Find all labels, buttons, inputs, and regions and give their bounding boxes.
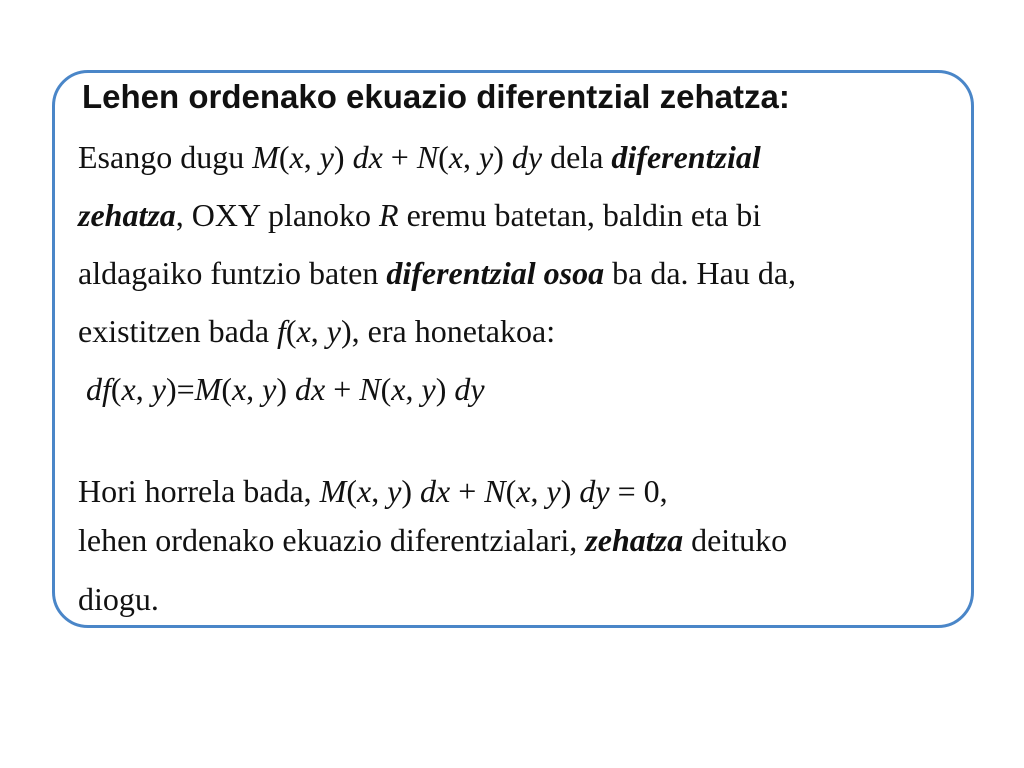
text: , xyxy=(135,371,152,407)
math-x: x xyxy=(391,371,406,407)
math-dx: dx xyxy=(420,473,451,509)
formula-line xyxy=(86,373,485,405)
text: + xyxy=(325,371,360,407)
math-N: N xyxy=(359,371,381,407)
text: , xyxy=(371,473,388,509)
text: ) xyxy=(276,371,296,407)
text-line-1 xyxy=(78,141,761,173)
text: deituko xyxy=(683,522,788,558)
text: = 0, xyxy=(609,473,668,509)
math-M: M xyxy=(319,473,347,509)
math-dx: dx xyxy=(295,371,326,407)
text-line-2 xyxy=(78,199,761,231)
text: + xyxy=(450,473,485,509)
math-x: x xyxy=(121,371,136,407)
text: ( xyxy=(438,139,449,175)
math-y: y xyxy=(421,371,436,407)
emphasis-term: zehatza xyxy=(585,522,684,558)
math-dy: dy xyxy=(579,473,610,509)
text-line-8 xyxy=(78,583,159,615)
text: ba da. Hau da, xyxy=(604,255,797,291)
math-M: M xyxy=(252,139,279,175)
text: ( xyxy=(221,371,232,407)
text: ) xyxy=(435,371,455,407)
text: diogu. xyxy=(78,581,159,617)
text: , xyxy=(530,473,547,509)
emphasis-term: diferentzial osoa xyxy=(386,255,605,291)
text: )= xyxy=(165,371,195,407)
text: ( xyxy=(505,473,517,509)
text: lehen ordenako ekuazio diferentzialari, xyxy=(78,522,586,558)
text: , OXY planoko xyxy=(175,197,380,233)
text: ( xyxy=(278,139,290,175)
math-dy: dy xyxy=(511,139,543,175)
text: ( xyxy=(110,371,122,407)
math-y: y xyxy=(546,473,561,509)
math-df: df xyxy=(86,371,111,407)
math-dy: dy xyxy=(454,371,485,407)
text: Esango dugu xyxy=(78,139,253,175)
math-y: y xyxy=(479,139,494,175)
math-x: x xyxy=(296,313,311,349)
math-y: y xyxy=(151,371,166,407)
text-line-7 xyxy=(78,524,787,556)
math-f: f xyxy=(277,313,286,349)
text: ( xyxy=(380,371,392,407)
math-R: R xyxy=(379,197,399,233)
math-x: x xyxy=(516,473,531,509)
math-x: x xyxy=(356,473,372,509)
slide-heading: Lehen ordenako ekuazio diferentzial zehatza: xyxy=(82,78,790,115)
math-y: y xyxy=(319,139,334,175)
text-line-6 xyxy=(78,475,668,507)
math-y: y xyxy=(326,313,341,349)
text: ) xyxy=(560,473,580,509)
text: ) xyxy=(401,473,421,509)
text: existitzen bada xyxy=(78,313,278,349)
text-line-3 xyxy=(78,257,796,289)
math-x: x xyxy=(448,139,464,175)
math-y: y xyxy=(262,371,277,407)
text: ) xyxy=(333,139,353,175)
text: , xyxy=(246,371,263,407)
text-line-4 xyxy=(78,315,555,347)
math-N: N xyxy=(484,473,506,509)
text: , xyxy=(405,371,422,407)
text: , xyxy=(310,313,327,349)
emphasis-term: diferentzial xyxy=(611,139,761,175)
text: eremu batetan, baldin eta bi xyxy=(398,197,762,233)
text: , xyxy=(463,139,480,175)
text: ), era honetakoa: xyxy=(340,313,556,349)
text: , xyxy=(303,139,320,175)
math-M: M xyxy=(194,371,222,407)
math-x: x xyxy=(231,371,247,407)
text: Hori horrela bada, xyxy=(78,473,320,509)
text: + xyxy=(382,139,417,175)
math-x: x xyxy=(289,139,304,175)
emphasis-term: zehatza xyxy=(78,197,176,233)
text: dela xyxy=(542,139,612,175)
math-N: N xyxy=(416,139,439,175)
text: ) xyxy=(493,139,512,175)
math-y: y xyxy=(387,473,402,509)
math-dx: dx xyxy=(352,139,383,175)
text: ( xyxy=(346,473,357,509)
text: ( xyxy=(285,313,297,349)
text: aldagaiko funtzio baten xyxy=(78,255,387,291)
